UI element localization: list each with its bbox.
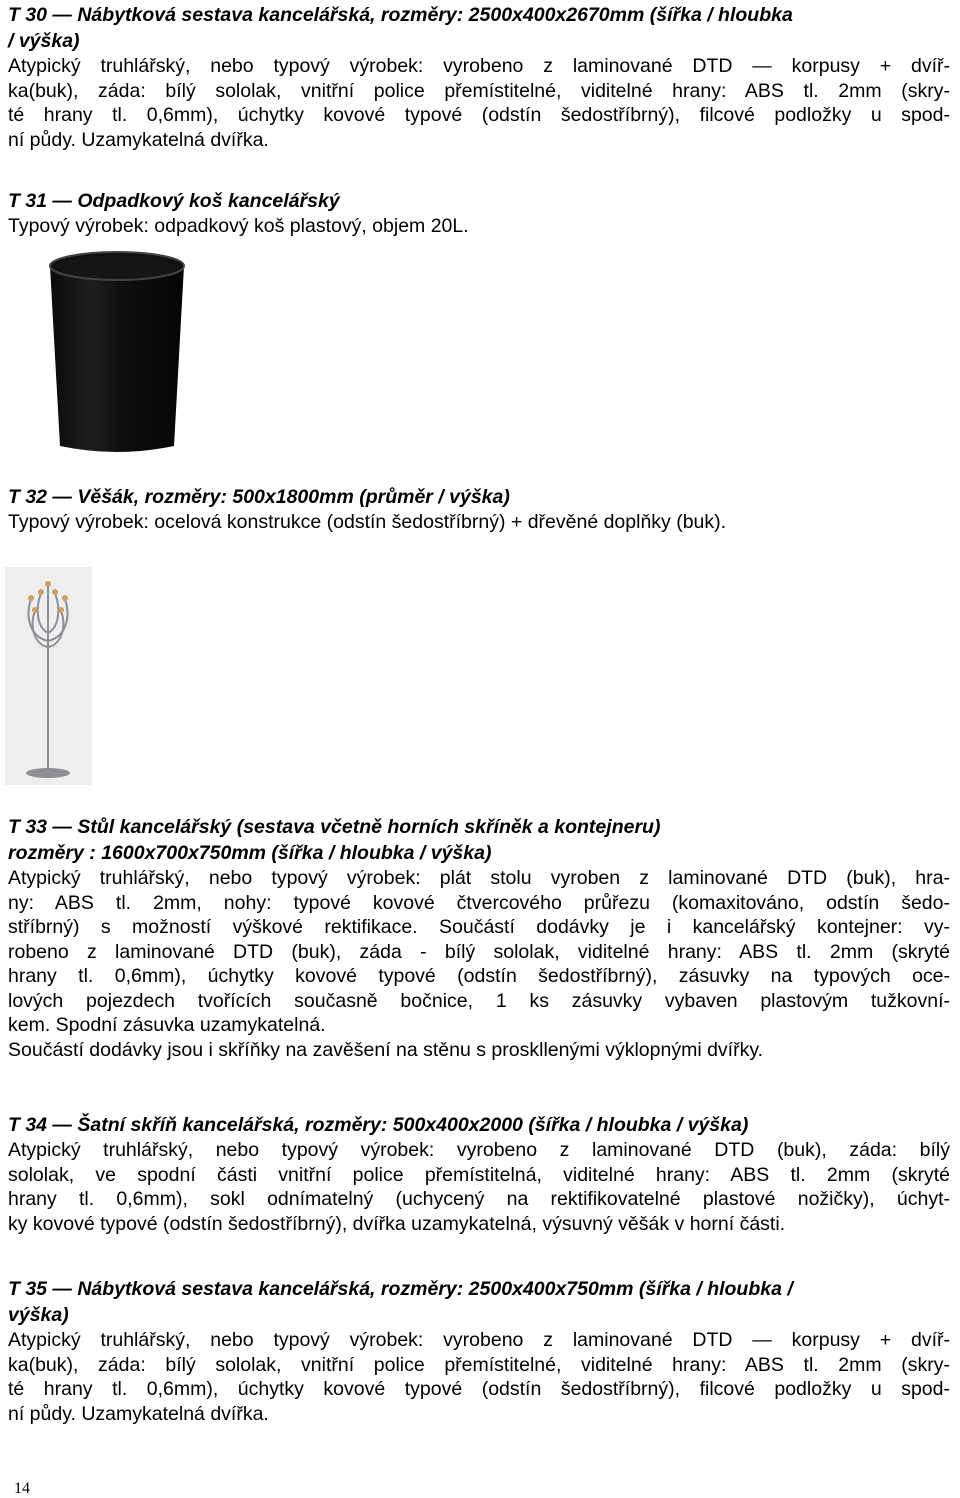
heading-line: výška) (8, 1304, 69, 1326)
section-heading (8, 188, 950, 214)
body-line: Typový výrobek: ocelová konstrukce (odstín šedostříbrný) + dřevěné doplňky (buk). (8, 511, 727, 533)
body-line: Typový výrobek: odpadkový koš plastový, objem 20L. (8, 215, 469, 237)
section-heading (8, 1276, 950, 1328)
body-line: Atypický truhlářský, nebo typový výrobek: vyrobeno z laminované DTD — korpusy + dvíř- (8, 1329, 950, 1351)
body-line: hrany tl. 0,6mm), úchytky kovové typové (odstín šedostříbrný), zásuvky na typových oce- (8, 965, 950, 987)
heading-line: T 31 — Odpadkový koš kancelářský (8, 190, 340, 212)
body-line: ky kovové typové (odstín šedostříbrný), dvířka uzamykatelná, výsuvný věšák v horní části. (8, 1212, 786, 1235)
heading-line: T 33 — Stůl kancelářský (sestava včetně horních skříněk a kontejneru) (8, 816, 661, 838)
body-line: ny: ABS tl. 2mm, nohy: typové kovové čtvercového průřezu (komaxitováno, odstín šedo- (8, 891, 950, 914)
heading-line: T 30 — Nábytková sestava kancelářská, rozměry: 2500x400x2670mm (šířka / hloubka (8, 4, 793, 26)
body-line: Součástí dodávky jsou i skříňky na zavěšení na stěnu s proskllenými výklopnými dvířky. (8, 1038, 764, 1061)
heading-line: T 34 — Šatní skříň kancelářská, rozměry: 500x400x2000 (šířka / hloubka / výška) (8, 1114, 749, 1136)
section-t31 (8, 188, 950, 239)
section-heading (8, 484, 950, 510)
section-t33 (8, 814, 950, 1062)
body-line: té hrany tl. 0,6mm), úchytky kovové typové (odstín šedostříbrný), filcové podložky u spod- (8, 104, 950, 126)
heading-line: T 35 — Nábytková sestava kancelářská, rozměry: 2500x400x750mm (šířka / hloubka / (8, 1278, 793, 1300)
body-line: Atypický truhlářský, nebo typový výrobek: vyrobeno z laminované DTD (buk), záda: bílý (8, 1139, 950, 1161)
heading-line: T 32 — Věšák, rozměry: 500x1800mm (průměr / výška) (8, 486, 510, 508)
section-heading (8, 2, 950, 54)
body-line: ní půdy. Uzamykatelná dvířka. (8, 128, 269, 151)
section-t35 (8, 1276, 950, 1426)
section-t34 (8, 1112, 950, 1236)
heading-line: / výška) (8, 30, 80, 52)
body-line: ka(buk), záda: bílý sololak, vnitřní police přemístitelné, viditelné hrany: ABS tl. 2mm (skry- (8, 79, 950, 102)
body-line: kem. Spodní zásuvka uzamykatelná. (8, 1014, 326, 1036)
waste-bin-photo (40, 246, 194, 460)
section-t30 (8, 2, 950, 152)
body-line: Atypický truhlářský, nebo typový výrobek: plát stolu vyroben z laminované DTD (buk), hra- (8, 867, 950, 889)
page-number: 14 (14, 1480, 30, 1497)
body-line: ní půdy. Uzamykatelná dvířka. (8, 1402, 269, 1425)
body-line: Atypický truhlářský, nebo typový výrobek: vyrobeno z laminované DTD — korpusy + dvíř- (8, 55, 950, 77)
heading-line: rozměry : 1600x700x750mm (šířka / hloubka / výška) (8, 842, 492, 864)
body-line: robeno z laminované DTD (buk), záda - bílý sololak, viditelné hrany: ABS tl. 2mm (skryté (8, 940, 950, 963)
body-line: stříbrný) s možností výškové rektifikace. Součástí dodávky je i kancelářský kontejner: vy- (8, 916, 950, 938)
section-t32 (8, 484, 950, 535)
body-line: hrany tl. 0,6mm), sokl odnímatelný (uchycený na rektifikovatelné plastové nožičky), úchyt- (8, 1188, 950, 1210)
body-line: ka(buk), záda: bílý sololak, vnitřní police přemístitelné, viditelné hrany: ABS tl. 2mm (skry- (8, 1353, 950, 1376)
coat-rack-photo (5, 567, 92, 785)
section-heading (8, 814, 950, 866)
body-line: sololak, ve spodní části vnitřní police přemístitelná, viditelné hrany: ABS tl. 2mm (skryté (8, 1163, 950, 1186)
body-line: té hrany tl. 0,6mm), úchytky kovové typové (odstín šedostříbrný), filcové podložky u spod- (8, 1378, 950, 1400)
body-line: lových pojezdech tvořících současně bočnice, 1 ks zásuvky vybaven plastovým tužkovní- (8, 989, 950, 1012)
section-heading (8, 1112, 950, 1138)
